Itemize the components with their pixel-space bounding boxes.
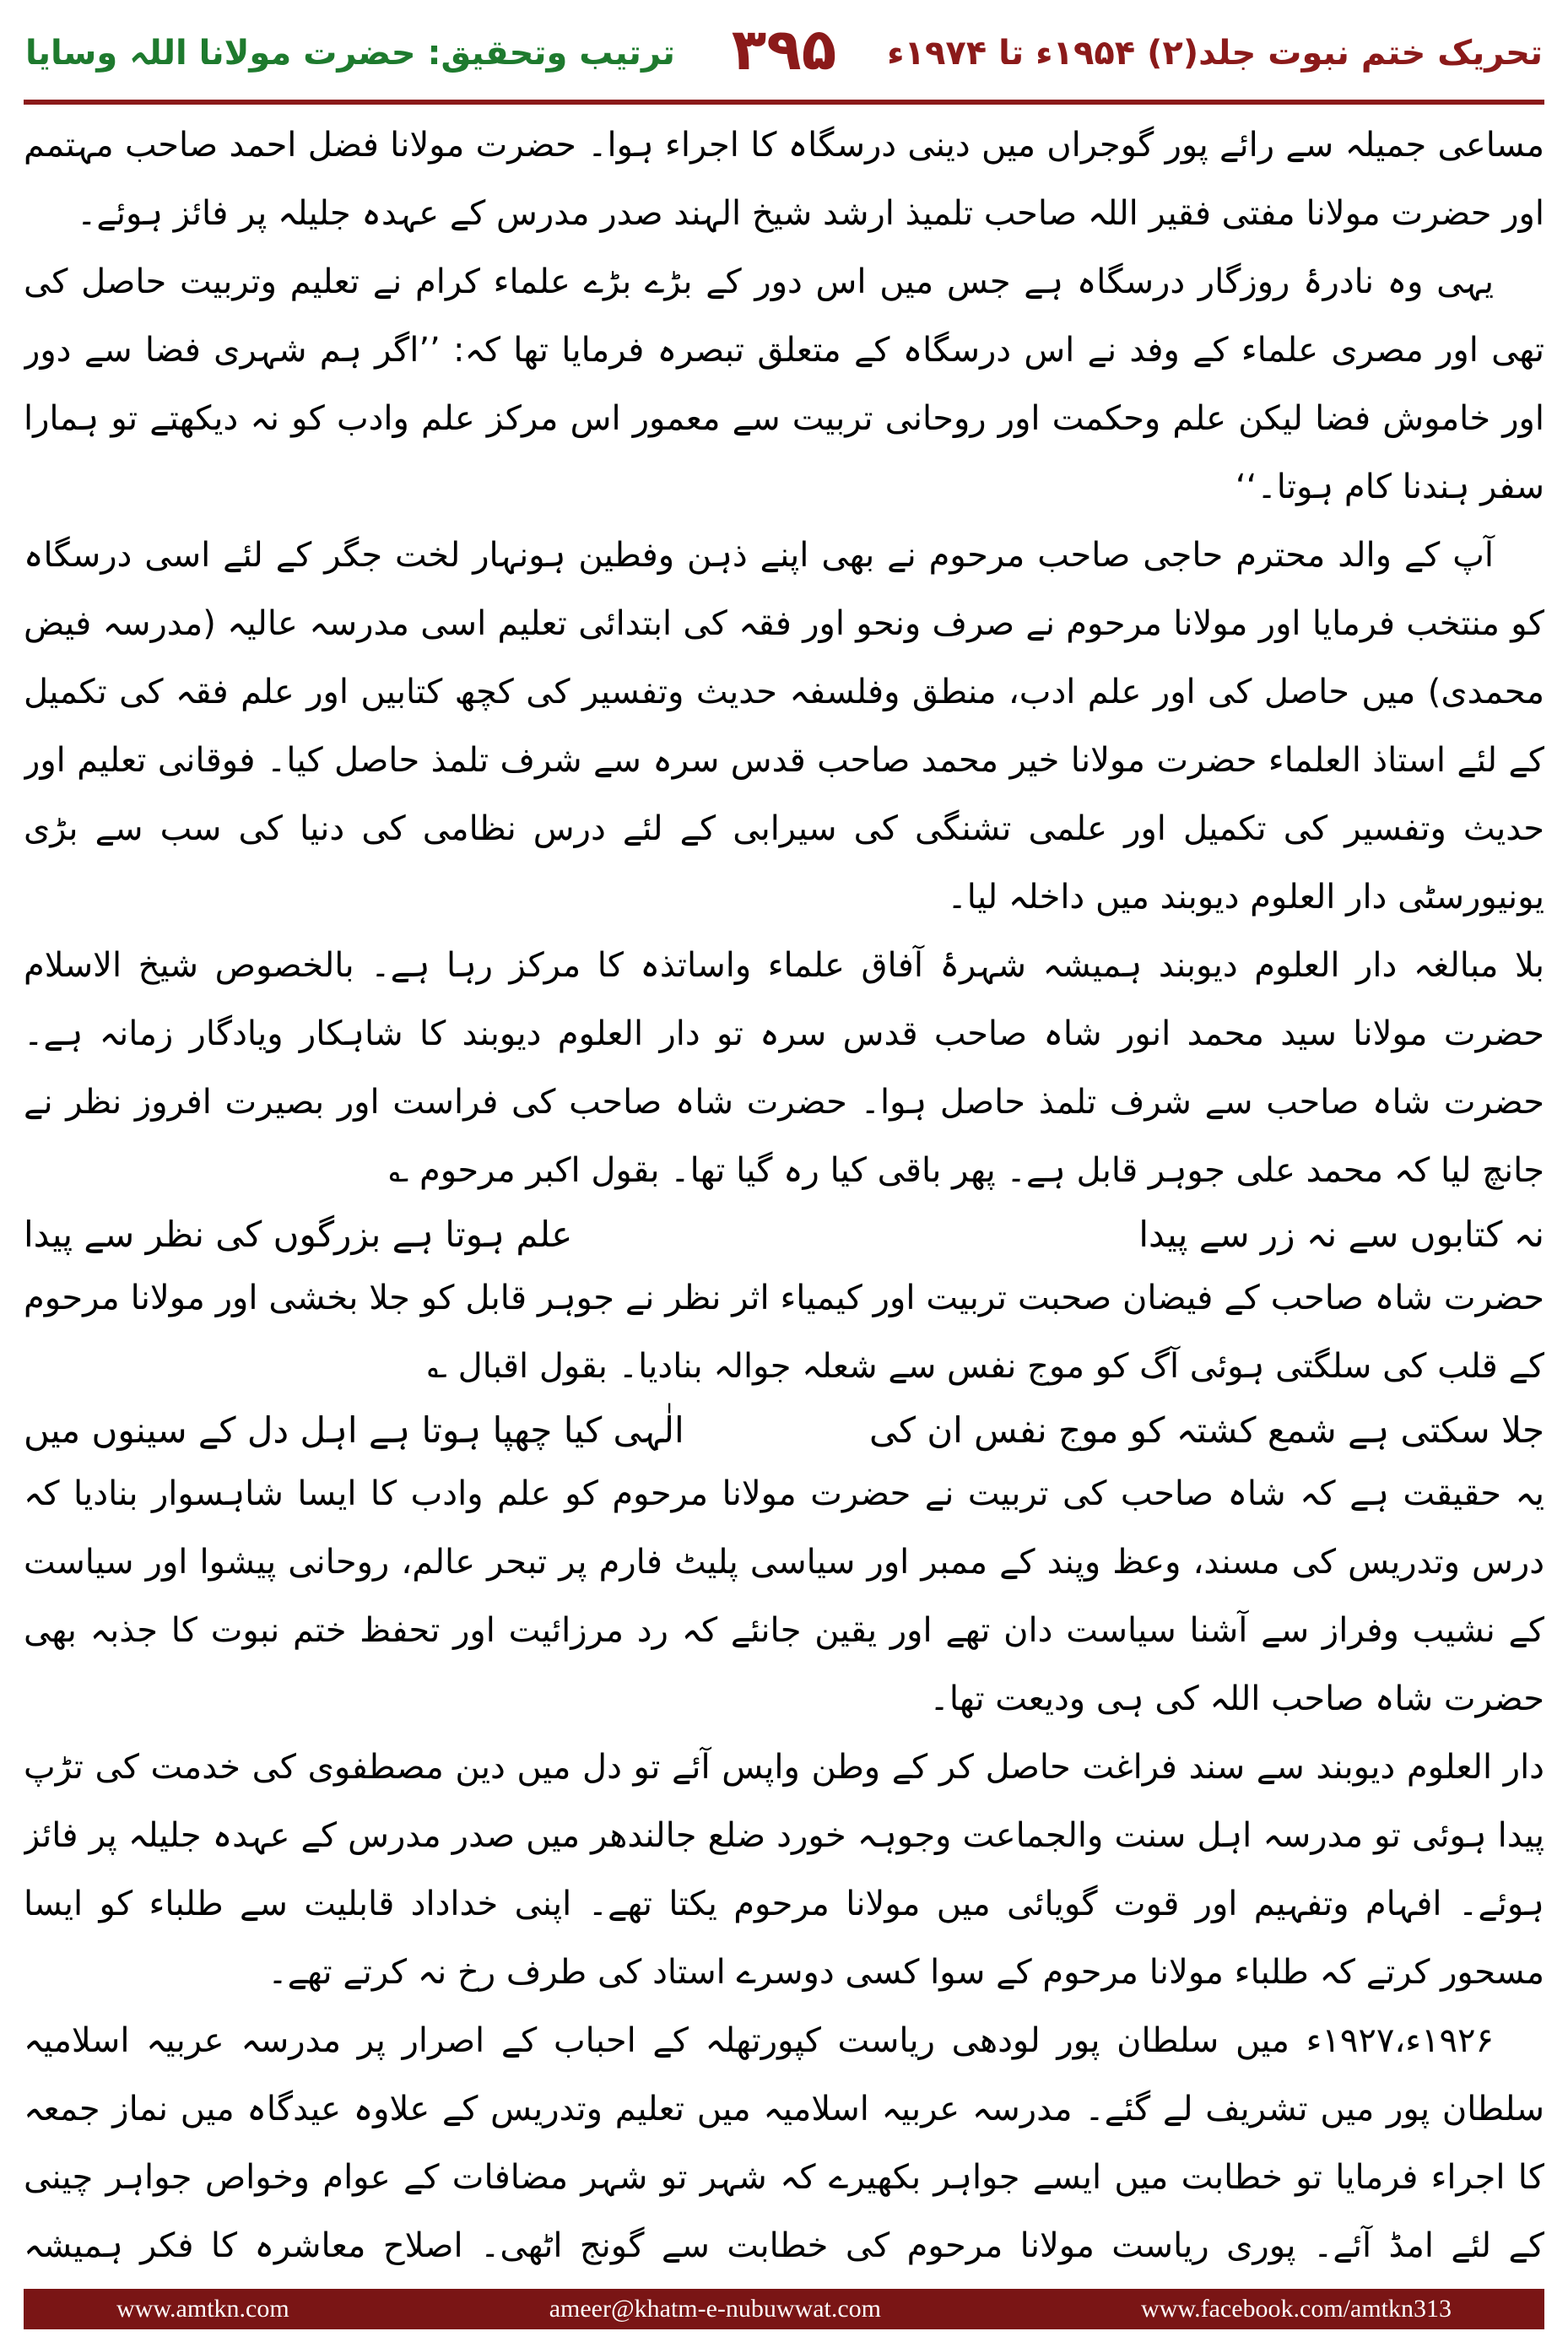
verse-akbar-line-2: علم ہوتا ہے بزرگوں کی نظر سے پیدا — [24, 1214, 573, 1255]
footer-email-link[interactable]: ameer@khatm-e-nubuwwat.com — [549, 2295, 882, 2323]
paragraph-5: حضرت شاہ صاحب کے فیضان صحبت تربیت اور کیمیاء اثر نظر نے جوہر قابل کو جلا بخشی اور مولانا مرحوم کے قلب کی سلگتی ہوئی آگ کو موج نفس سے شعلہ جوالہ بنادیا۔ بقول اقبال ؎ — [24, 1279, 1544, 1386]
paragraph-1: مساعی جمیلہ سے رائے پور گوجراں میں دینی درسگاہ کا اجراء ہوا۔ حضرت مولانا فضل احمد صاحب مہتمم اور حضرت مولانا مفتی فقیر اللہ صاحب تلمیذ ارشد شیخ الہند صدر مدرس کے عہدہ جلیلہ پر فائز ہوئے۔ — [24, 126, 1544, 233]
compiler-credit: ترتیب وتحقیق: حضرت مولانا اللہ وسایا — [25, 34, 675, 73]
page-header — [0, 0, 1568, 110]
book-title: تحریک ختم نبوت جلد(۲) ۱۹۵۴ء تا ۱۹۷۴ء — [887, 34, 1543, 73]
paragraph-7: دار العلوم دیوبند سے سند فراغت حاصل کر کے وطن واپس آئے تو دل میں دین مصطفوی کی خدمت کی تڑپ پیدا ہوئی تو مدرسہ اہل سنت والجماعت وجوہہ خورد ضلع جالندھر میں صدر مدرس کے عہدہ جلیلہ پر فائز ہوئے۔ افہام وتفہیم اور قوت گویائی میں مولانا مرحوم یکتا تھے۔ اپنی خداداد قابلیت سے طلباء کو ایسا مسحور کرتے کہ طلباء مولانا مرحوم کے سوا کسی دوسرے استاد کی طرف رخ نہ کرتے تھے۔ — [24, 1748, 1544, 1992]
footer-facebook-link[interactable]: www.facebook.com/amtkn313 — [1141, 2295, 1452, 2323]
page-footer — [24, 2289, 1544, 2329]
verse-iqbal-line-2: الٰہی کیا چھپا ہوتا ہے اہل دل کے سینوں میں — [24, 1409, 684, 1451]
verse-akbar — [24, 1205, 1544, 1264]
paragraph-3: آپ کے والد محترم حاجی صاحب مرحوم نے بھی اپنے ذہن وفطین ہونہار لخت جگر کے لئے اسی درسگاہ کو منتخب فرمایا اور مولانا مرحوم نے صرف ونحو اور فقہ کی ابتدائی تعلیم اسی مدرسہ عالیہ (مدرسہ فیض محمدی) میں حاصل کی اور علم ادب، منطق وفلسفہ حدیث وتفسیر کی کچھ کتابیں اور علم فقہ کی تکمیل کے لئے استاذ العلماء حضرت مولانا خیر محمد صاحب قدس سرہ سے شرف تلمذ حاصل کیا۔ فوقانی تعلیم اور حدیث وتفسیر کی تکمیل اور علمی تشنگی کی سیرابی کے لئے درس نظامی کی دنیا کی سب سے بڑی یونیورسٹی دار العلوم دیوبند میں داخلہ لیا۔ — [24, 536, 1544, 917]
paragraph-6: یہ حقیقت ہے کہ شاہ صاحب کی تربیت نے حضرت مولانا مرحوم کو علم وادب کا ایسا شاہسوار بنادیا کہ درس وتدریس کی مسند، وعظ وپند کے ممبر اور سیاسی پلیٹ فارم پر تبحر عالم، روحانی پیشوا اور سیاست کے نشیب وفراز سے آشنا سیاست دان تھے اور یقین جانئے کہ رد مرزائیت اور تحفظ ختم نبوت کا جذبہ بھی حضرت شاہ صاحب اللہ کی ہی ودیعت تھا۔ — [24, 1474, 1544, 1718]
header-divider — [24, 100, 1544, 105]
paragraph-8: ۱۹۲۶ء،۱۹۲۷ء میں سلطان پور لودھی ریاست کپورتھلہ کے احباب کے اصرار پر مدرسہ عربیہ اسلامیہ سلطان پور میں تشریف لے گئے۔ مدرسہ عربیہ اسلامیہ میں تعلیم وتدریس کے علاوہ عیدگاہ میں نماز جمعہ کا اجراء فرمایا تو خطابت میں ایسے جواہر بکھیرے کہ شہر تو شہر مضافات کے عوام وخواص جواہر چینی کے لئے امڈ آئے۔ پوری ریاست مولانا مرحوم کی خطابت سے گونج اٹھی۔ اصلاح معاشرہ کا فکر ہمیشہ — [24, 2021, 1544, 2265]
paragraph-4: بلا مبالغہ دار العلوم دیوبند ہمیشہ شہرۂ آفاق علماء واساتذہ کا مرکز رہا ہے۔ بالخصوص شیخ الاسلام حضرت مولانا سید محمد انور شاہ صاحب قدس سرہ تو دار العلوم دیوبند کا شاہکار ویادگار زمانہ ہے۔ حضرت شاہ صاحب سے شرف تلمذ حاصل ہوا۔ حضرت شاہ صاحب کی فراست اور بصیرت افروز نظر نے جانچ لیا کہ محمد علی جوہر قابل ہے۔ پھر باقی کیا رہ گیا تھا۔ بقول اکبر مرحوم ؎ — [24, 946, 1544, 1190]
verse-iqbal-line-1: جلا سکتی ہے شمع کشتہ کو موج نفس ان کی — [868, 1409, 1544, 1451]
verse-akbar-line-1: نہ کتابوں سے نہ زر سے پیدا — [1138, 1214, 1544, 1255]
page-number: ۳۹۵ — [731, 17, 837, 84]
page-body — [24, 111, 1544, 2280]
footer-website-link[interactable]: www.amtkn.com — [116, 2295, 289, 2323]
paragraph-2: یہی وہ نادرۂ روزگار درسگاہ ہے جس میں اس دور کے بڑے بڑے علماء کرام نے تعلیم وتربیت حاصل کی تھی اور مصری علماء کے وفد نے اس درسگاہ کے متعلق تبصرہ فرمایا تھا کہ: ’’اگر ہم شہری فضا سے دور اور خاموش فضا لیکن علم وحکمت اور روحانی تربیت سے معمور اس مرکز علم وادب کو نہ دیکھتے تو ہمارا سفر ہندنا کام ہوتا۔‘‘ — [24, 262, 1544, 506]
verse-iqbal — [24, 1401, 1544, 1460]
